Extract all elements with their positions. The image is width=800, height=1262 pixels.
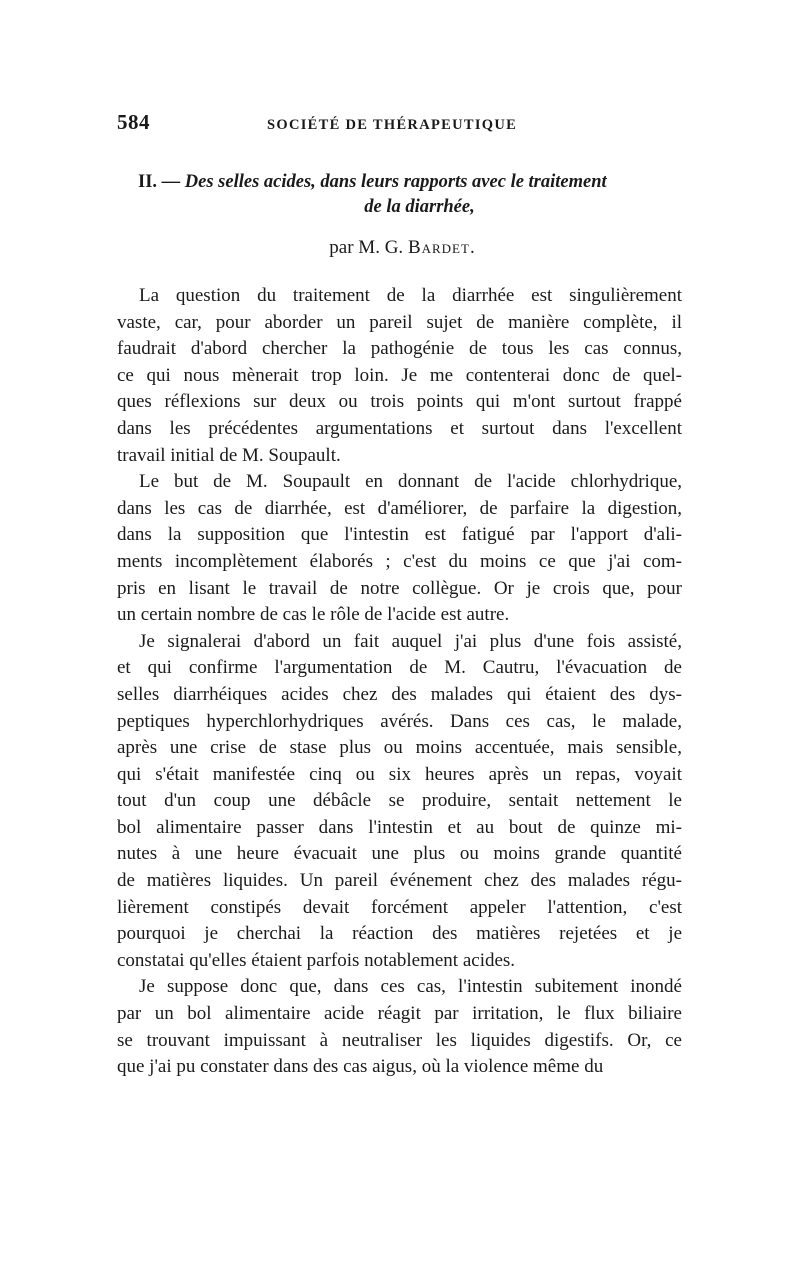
text-line: ques réflexions sur deux ou trois points qui m'ont surtout frappé — [117, 391, 682, 413]
byline — [117, 235, 682, 261]
text-line: un certain nombre de cas le rôle de l'acide est autre. — [117, 604, 510, 626]
running-head — [117, 110, 682, 136]
text-line: vaste, car, pour aborder un pareil sujet de manière complète, il — [117, 311, 682, 333]
text-line: dans les précédentes argumentations et surtout dans l'excellent — [117, 417, 682, 439]
text-line: pourquoi je cherchai la réaction des matières rejetées et je — [117, 923, 682, 945]
text-line: bol alimentaire passer dans l'intestin et au bout de quinze mi- — [117, 816, 682, 838]
text-line: tout d'un coup une débâcle se produire, sentait nettement le — [117, 790, 682, 812]
paragraph — [117, 469, 682, 629]
text-line: et qui confirme l'argumentation de M. Cautru, l'évacuation de — [117, 657, 682, 679]
text-line: pris en lisant le travail de notre collègue. Or je crois que, pour — [117, 577, 682, 599]
paragraph — [117, 629, 682, 975]
text-line: peptiques hyperchlorhydriques avérés. Dans ces cas, le malade, — [117, 710, 682, 732]
text-line: dans la supposition que l'intestin est fatigué par l'apport d'ali- — [117, 524, 682, 546]
text-line: travail initial de M. Soupault. — [117, 444, 341, 466]
text-line: nutes à une heure évacuait une plus ou moins grande quantité — [117, 843, 682, 865]
page-number: 584 — [117, 110, 150, 134]
article-number: II. — — [138, 172, 181, 192]
paragraph — [117, 974, 682, 1080]
text-line: dans les cas de diarrhée, est d'améliorer, de parfaire la digestion, — [117, 497, 682, 519]
text-line: de matières liquides. Un pareil événement chez des malades régu- — [117, 870, 682, 892]
paragraph — [117, 283, 682, 469]
article-title-line-1: Des selles acides, dans leurs rapports avec le traitement — [184, 172, 607, 192]
text-line: qui s'était manifestée cinq ou six heures après un repas, voyait — [117, 763, 682, 785]
text-line: se trouvant impuissant à neutraliser les liquides digestifs. Or, ce — [117, 1029, 682, 1051]
body-text — [117, 283, 682, 1081]
book-page — [117, 110, 682, 1081]
byline-author: Bardet. — [407, 237, 476, 258]
text-line: après une crise de stase plus ou moins accentuée, mais sensible, — [117, 737, 682, 759]
text-line: lièrement constipés devait forcément appeler l'attention, c'est — [117, 896, 682, 918]
article-title-line-2: de la diarrhée, — [364, 197, 475, 217]
article-title — [117, 170, 682, 195]
text-line: Je suppose donc que, dans ces cas, l'intestin subitement inondé — [139, 976, 682, 998]
byline-prefix: par M. G. — [329, 237, 404, 258]
text-line: constatai qu'elles étaient parfois notablement acides. — [117, 949, 516, 971]
text-line: ce qui nous mènerait trop loin. Je me contenterai donc de quel- — [117, 364, 682, 386]
text-line: Je signalerai d'abord un fait auquel j'ai plus d'une fois assisté, — [139, 630, 682, 652]
text-line: Le but de M. Soupault en donnant de l'acide chlorhydrique, — [139, 471, 682, 493]
text-line: selles diarrhéiques acides chez des malades qui étaient des dys- — [117, 683, 682, 705]
text-line: que j'ai pu constater dans des cas aigus, où la violence même du — [117, 1056, 604, 1078]
text-line: La question du traitement de la diarrhée est singulièrement — [139, 285, 682, 306]
text-line: faudrait d'abord chercher la pathogénie de tous les cas connus, — [117, 338, 682, 360]
text-line: ments incomplètement élaborés ; c'est du moins ce que j'ai com- — [117, 550, 682, 572]
text-line: par un bol alimentaire acide réagit par irritation, le flux biliaire — [117, 1003, 682, 1025]
running-title: SOCIÉTÉ DE THÉRAPEUTIQUE — [267, 117, 518, 133]
